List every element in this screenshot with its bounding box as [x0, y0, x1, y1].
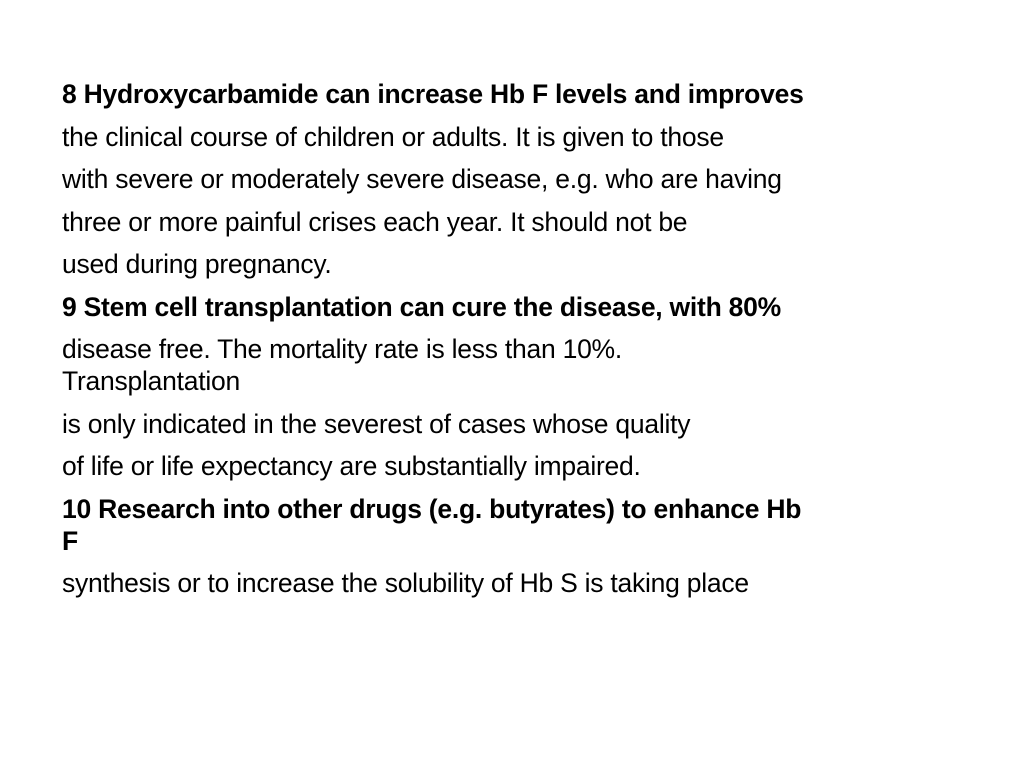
point-8-heading-line: 8 Hydroxycarbamide can increase Hb F levels and improves [62, 79, 804, 109]
point-8-text-line-2: with severe or moderately severe disease, e.g. who are having [62, 164, 782, 194]
point-10-text-line: synthesis or to increase the solubility of Hb S is taking place [62, 568, 749, 598]
point-8-text-line-4: used during pregnancy. [62, 249, 332, 279]
point-9-heading-line: 9 Stem cell transplantation can cure the disease, with 80% [62, 291, 781, 322]
point-8-text-line-1: the clinical course of children or adults. It is given to those [62, 121, 724, 152]
point-9-text-line-1: disease free. The mortality rate is less than 10%. [62, 334, 622, 364]
slide-body [62, 78, 972, 610]
point-9-text-line-3: is only indicated in the severest of cases whose quality [62, 408, 691, 439]
point-10-heading-line-1: 10 Research into other drugs (e.g. butyrates) to enhance Hb [62, 493, 802, 524]
point-8-text-line-3: three or more painful crises each year. It should not be [62, 206, 688, 237]
point-9-text-line-2: Transplantation [62, 366, 240, 396]
point-9-text-line-4: of life or life expectancy are substantially impaired. [62, 451, 641, 481]
point-10-heading-line-2: F [62, 525, 78, 556]
